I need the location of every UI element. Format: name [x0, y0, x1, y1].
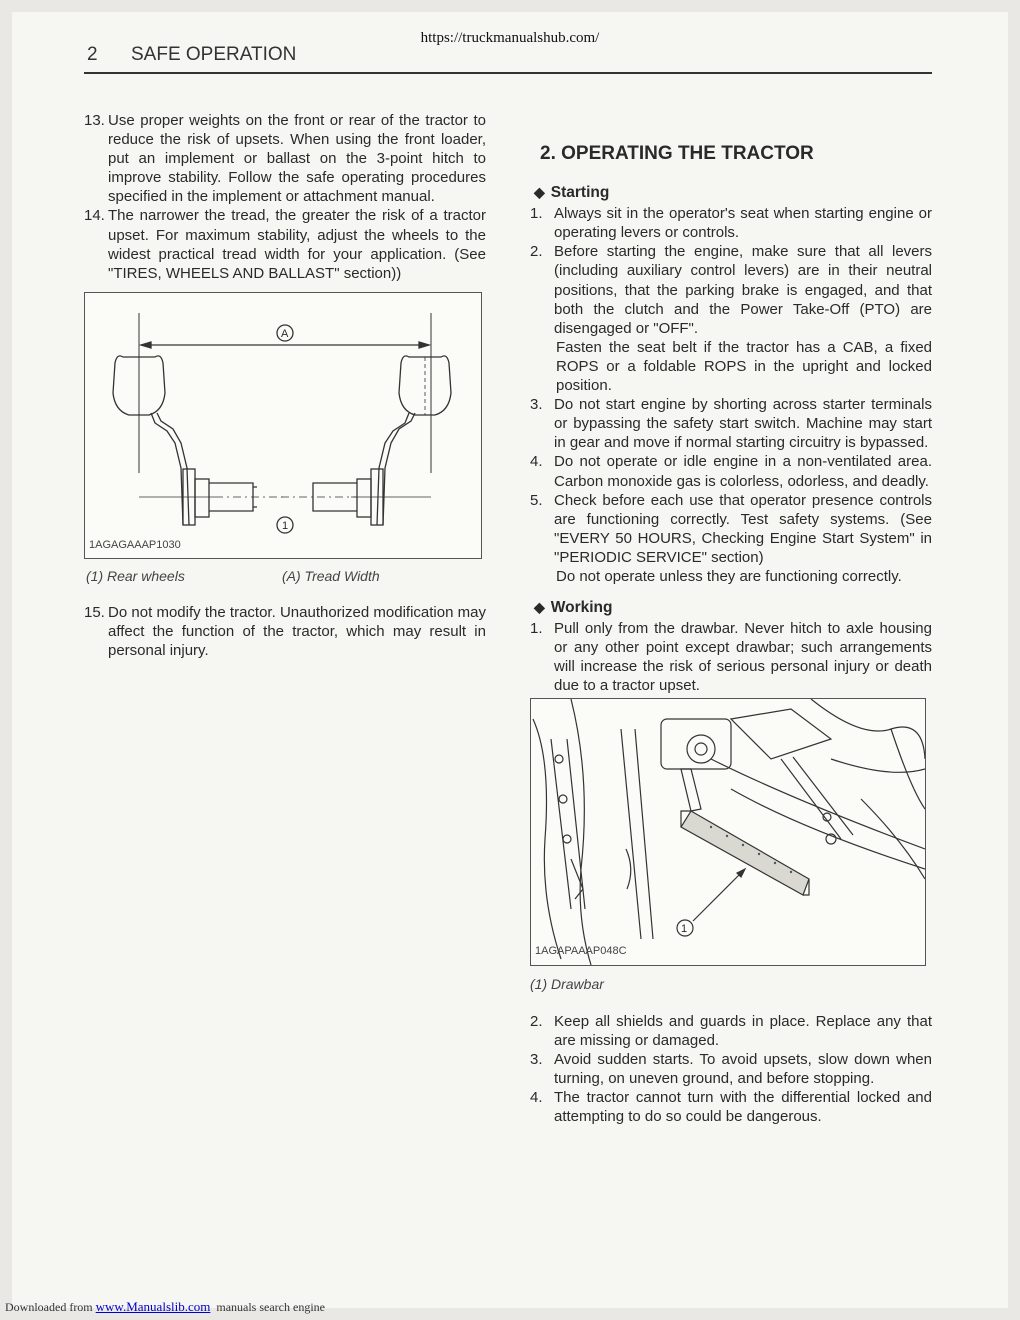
url-banner: https://truckmanualshub.com/ — [420, 30, 600, 46]
starting-item-1 — [530, 204, 932, 242]
item-text: Do not operate or idle engine in a non-ventilated area. Carbon monoxide gas is colorless, odorless, and deadly. — [554, 453, 932, 490]
figure-caption — [530, 975, 932, 994]
subheading-label: Working — [550, 599, 613, 617]
manualslib-link[interactable]: www.Manualslib.com — [95, 1299, 211, 1314]
item-text: The narrower the tread, the greater the risk of a tractor upset. For maximum stability, adjust the wheels to the widest practical tread width for your application. (See "TIRES, WHEELS AND BALLAST" section)) — [108, 207, 486, 282]
page-header — [87, 44, 296, 66]
caption-rear-wheels: (1) Rear wheels — [86, 567, 185, 584]
starting-item-2 — [530, 242, 932, 337]
item-number: 4. — [530, 1089, 543, 1106]
marker-1-label: 1 — [681, 922, 688, 935]
starting-item-5 — [530, 491, 932, 567]
item-text: Always sit in the operator's seat when starting engine or operating levers or controls. — [554, 205, 932, 242]
item-number: 15. — [84, 603, 105, 621]
subheading-starting — [534, 183, 932, 202]
item-text: Do not modify the tractor. Unauthorized modification may affect the function of the tractor, which may result in personal injury. — [108, 603, 486, 660]
working-item-3 — [530, 1050, 932, 1088]
item-number: 4. — [530, 453, 543, 471]
item-text: Do not start engine by shorting across starter terminals or bypassing the safety start switch. Machine may start in gear and move if normal starting circuitry is bypassed. — [554, 396, 932, 452]
page-number: 2 — [87, 44, 98, 65]
subheading-working — [534, 598, 932, 617]
starting-item-3 — [530, 395, 932, 452]
diamond-bullet-icon: ◆ — [534, 599, 545, 616]
figure-code: 1AGAPAAAP048C — [535, 945, 627, 958]
item-text: Pull only from the drawbar. Never hitch to axle housing or any other point except drawbar; such arrangements will increase the risk of serious personal injury or death due to a tractor upset. — [554, 620, 932, 695]
starting-item-4 — [530, 452, 932, 490]
starting-item-5-note: Do not operate unless they are functioning correctly. — [556, 567, 902, 585]
item-text: Use proper weights on the front or rear of the tractor to reduce the risk of upsets. When using the front loader, put an implement or ballast on the 3-point hitch to improve stability. Follow the safe operating procedures specified in the implement or attachment manual. — [108, 112, 486, 206]
marker-a-label: A — [281, 327, 289, 340]
list-item-13 — [84, 111, 486, 206]
figure-code: 1AGAGAAAP1030 — [89, 538, 181, 551]
footer-suffix: manuals search engine — [216, 1300, 325, 1314]
drawbar-illustration — [531, 699, 925, 965]
drawbar-figure — [530, 698, 926, 966]
item-number: 2. — [530, 243, 543, 261]
section-name: SAFE OPERATION — [131, 44, 297, 65]
subheading-label: Starting — [550, 184, 610, 202]
working-item-1 — [530, 619, 932, 695]
item-number: 2. — [530, 1012, 543, 1030]
item-text: Before starting the engine, make sure that all levers (including auxiliary control levers) are in their neutral positions, that the parking brake is engaged, and that both the clutch and the Power Take-Off (PTO) are disengaged or "OFF". — [554, 243, 932, 337]
section-title: 2. OPERATING THE TRACTOR — [540, 143, 814, 164]
item-text: Check before each use that operator presence controls are functioning correctly. Test safety systems. (See "EVERY 50 HOURS, Checking Engine Start System" in "PERIODIC SERVICE" section) — [554, 491, 932, 566]
footer-prefix: Downloaded from — [5, 1300, 93, 1314]
diamond-bullet-icon: ◆ — [534, 184, 545, 201]
item-text: Keep all shields and guards in place. Replace any that are missing or damaged. — [554, 1012, 932, 1049]
working-item-2 — [530, 1012, 932, 1050]
item-number: 13. — [84, 112, 105, 129]
item-number: 3. — [530, 396, 543, 414]
right-column — [530, 144, 932, 1126]
header-rule — [84, 72, 932, 74]
download-footer — [5, 1299, 325, 1315]
item-number: 1. — [530, 620, 543, 638]
working-item-4 — [530, 1088, 932, 1126]
left-column — [84, 111, 486, 660]
tread-width-figure — [84, 292, 482, 559]
list-item-14 — [84, 206, 486, 282]
item-text: Avoid sudden starts. To avoid upsets, slow down when turning, on uneven ground, and before stopping. — [554, 1050, 932, 1087]
item-number: 5. — [530, 491, 543, 509]
marker-1-label: 1 — [282, 519, 289, 532]
figure-caption — [84, 567, 486, 586]
starting-item-2-note: Fasten the seat belt if the tractor has a CAB, a fixed ROPS or a foldable ROPS in the upright and locked position. — [556, 338, 932, 395]
caption-drawbar: (1) Drawbar — [530, 975, 604, 992]
item-number: 14. — [84, 207, 105, 225]
item-text: The tractor cannot turn with the differential locked and attempting to do so could be dangerous. — [554, 1089, 932, 1126]
item-number: 1. — [530, 205, 543, 223]
list-item-15 — [84, 603, 486, 660]
item-number: 3. — [530, 1050, 543, 1068]
caption-tread-width: (A) Tread Width — [282, 567, 380, 584]
